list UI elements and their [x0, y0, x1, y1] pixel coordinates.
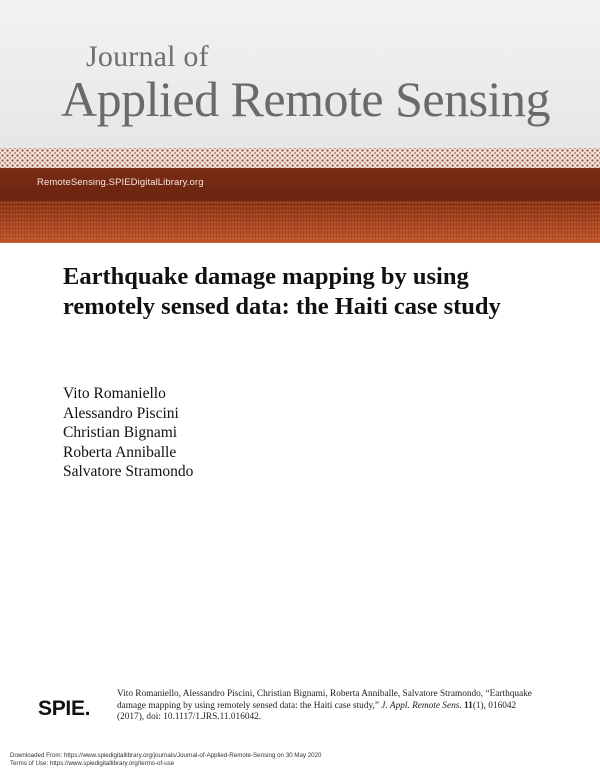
download-footer [10, 752, 321, 768]
downloaded-from-line[interactable]: Downloaded From: https://www.spiedigitallibrary.org/journals/Journal-of-Applied-Remote-Sensing on 30 May 2020 [10, 752, 322, 759]
author-name: Salvatore Stramondo [63, 463, 194, 480]
journal-of-label: Journal of [86, 40, 209, 73]
author-name: Alessandro Piscini [63, 404, 179, 422]
citation-journal: J. Appl. Remote Sens. [381, 700, 462, 711]
author-name: Christian Bignami [63, 424, 178, 441]
citation-block [117, 689, 537, 724]
author-name: Roberta Anniballe [63, 443, 177, 461]
spie-logo: SPIE. [38, 697, 91, 720]
journal-masthead [0, 0, 600, 148]
article-title: Earthquake damage mapping by using remotely sensed data: the Haiti case study [63, 263, 501, 320]
author-name: Vito Romaniello [63, 385, 166, 402]
terms-of-use-line[interactable]: Terms of Use: https://www.spiedigitallibrary.org/terms-of-use [10, 760, 175, 767]
citation-issue-doi: (1), 016042 (2017), doi: 10.1117/1.JRS.11.016042. [117, 700, 517, 723]
author-list [63, 384, 193, 482]
journal-url-band [0, 168, 600, 201]
decorative-texture-band [0, 201, 600, 243]
citation-volume: 11 [464, 700, 473, 711]
citation-authors: Vito Romaniello, Alessandro Piscini, Christian Bignami, Roberta Anniballe, Salvatore Stramondo, [117, 689, 484, 699]
citation-title: “Earthquake damage mapping by using remotely sensed data: the Haiti case study,” [117, 689, 532, 711]
dotted-divider-band [0, 148, 600, 168]
journal-name: Applied Remote Sensing [61, 71, 550, 127]
journal-url-link[interactable]: RemoteSensing.SPIEDigitalLibrary.org [37, 177, 204, 188]
